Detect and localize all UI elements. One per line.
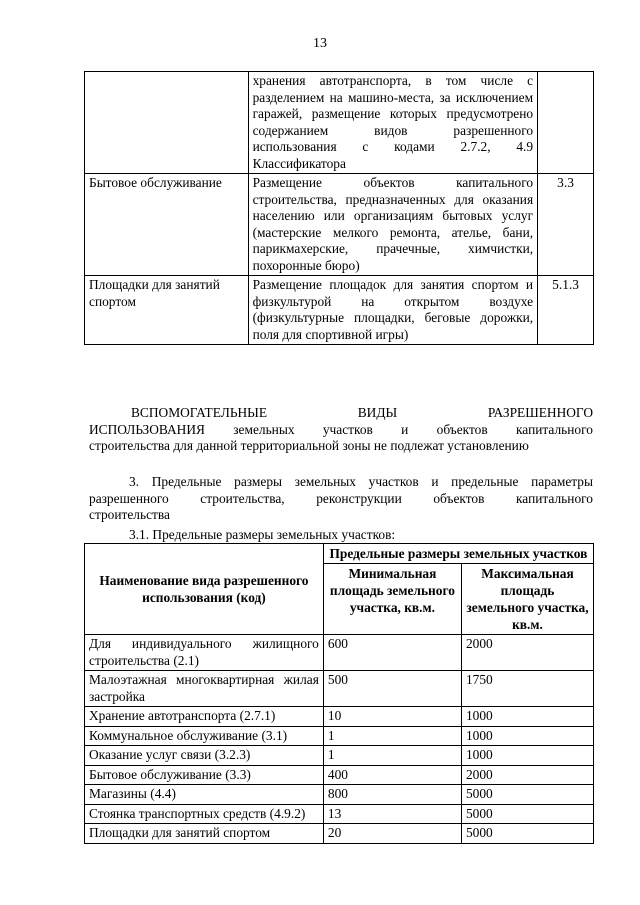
auxiliary-word: ВИДЫ xyxy=(357,405,398,420)
auxiliary-word: ВСПОМОГАТЕЛЬНЫЕ xyxy=(131,405,268,420)
row-min: 600 xyxy=(323,635,461,671)
page-number: 13 xyxy=(313,36,327,51)
table-row xyxy=(85,726,594,746)
row-name: Стоянка транспортных средств (4.9.2) xyxy=(85,804,324,824)
row-max: 1000 xyxy=(461,707,593,727)
auxiliary-line: ИСПОЛЬЗОВАНИЯ земельных участков и объектов капитального xyxy=(89,421,593,437)
section-3-line: 3. Предельные размеры земельных участков и предельные параметры xyxy=(129,474,593,489)
use-code xyxy=(538,72,594,174)
row-max: 2000 xyxy=(461,765,593,785)
use-description: Размещение площадок для занятия спортом и физкультурой на открытом воздухе (физкультурные площадки, беговые дорожки, поля для спортивной игры) xyxy=(248,276,538,345)
section-3-paragraph xyxy=(89,474,593,524)
use-code: 3.3 xyxy=(538,174,594,276)
row-min: 13 xyxy=(323,804,461,824)
section-3-1-heading: 3.1. Предельные размеры земельных участков: xyxy=(129,527,396,542)
table-row xyxy=(85,785,594,805)
row-name: Магазины (4.4) xyxy=(85,785,324,805)
row-name: Малоэтажная многоквартирная жилая застройка xyxy=(85,671,324,707)
row-name: Бытовое обслуживание (3.3) xyxy=(85,765,324,785)
row-max: 1750 xyxy=(461,671,593,707)
row-name: Площадки для занятий спортом xyxy=(85,824,324,844)
row-min: 10 xyxy=(323,707,461,727)
table-row xyxy=(85,72,594,174)
auxiliary-uses-paragraph xyxy=(89,405,593,455)
auxiliary-line: строительства для данной территориальной зоны не подлежат установлению xyxy=(89,438,529,453)
use-description: Размещение объектов капитального строительства, предназначенных для оказания населению или организациям бытовых услуг (мастерские мелкого ремонта, ателье, бани, парикмахерские, прачечные, химчистки, похоронные бюро) xyxy=(248,174,538,276)
row-max: 5000 xyxy=(461,824,593,844)
auxiliary-word: РАЗРЕШЕННОГО xyxy=(487,405,593,420)
column-header-group: Предельные размеры земельных участков xyxy=(323,544,593,564)
row-max: 1000 xyxy=(461,746,593,766)
column-header-min: Минимальная площадь земельного участка, кв.м. xyxy=(323,564,461,635)
table-row xyxy=(85,765,594,785)
use-name: Площадки для занятий спортом xyxy=(85,276,249,345)
row-name: Коммунальное обслуживание (3.1) xyxy=(85,726,324,746)
column-header-name: Наименование вида разрешенного использования (код) xyxy=(85,544,324,635)
table-row xyxy=(85,635,594,671)
row-min: 1 xyxy=(323,746,461,766)
table-row xyxy=(85,671,594,707)
table-row xyxy=(85,276,594,345)
table-row xyxy=(85,707,594,727)
use-name: Бытовое обслуживание xyxy=(85,174,249,276)
row-max: 1000 xyxy=(461,726,593,746)
use-description: хранения автотранспорта, в том числе с разделением на машино-места, за исключением гаражей, размещение которых предусмотрено содержанием видов разрешенного использования с кодами 2.7.2, 4.9 Классификатора xyxy=(248,72,538,174)
column-header-max: Максимальная площадь земельного участка, кв.м. xyxy=(461,564,593,635)
use-name xyxy=(85,72,249,174)
auxiliary-heading xyxy=(89,405,593,422)
row-min: 1 xyxy=(323,726,461,746)
use-code: 5.1.3 xyxy=(538,276,594,345)
row-max: 2000 xyxy=(461,635,593,671)
row-min: 400 xyxy=(323,765,461,785)
row-name: Хранение автотранспорта (2.7.1) xyxy=(85,707,324,727)
permitted-uses-table xyxy=(84,71,594,345)
row-name: Оказание услуг связи (3.2.3) xyxy=(85,746,324,766)
row-max: 5000 xyxy=(461,804,593,824)
table-row xyxy=(85,746,594,766)
row-max: 5000 xyxy=(461,785,593,805)
row-min: 20 xyxy=(323,824,461,844)
table-row xyxy=(85,804,594,824)
table-row xyxy=(85,174,594,276)
table-row xyxy=(85,824,594,844)
row-min: 800 xyxy=(323,785,461,805)
row-name: Для индивидуального жилищного строительства (2.1) xyxy=(85,635,324,671)
plot-size-limits-table xyxy=(84,543,594,844)
row-min: 500 xyxy=(323,671,461,707)
section-3-line: строительства xyxy=(89,507,170,522)
table-header-row xyxy=(85,544,594,564)
section-3-line: разрешенного строительства, реконструкции объектов капитального xyxy=(89,490,593,506)
